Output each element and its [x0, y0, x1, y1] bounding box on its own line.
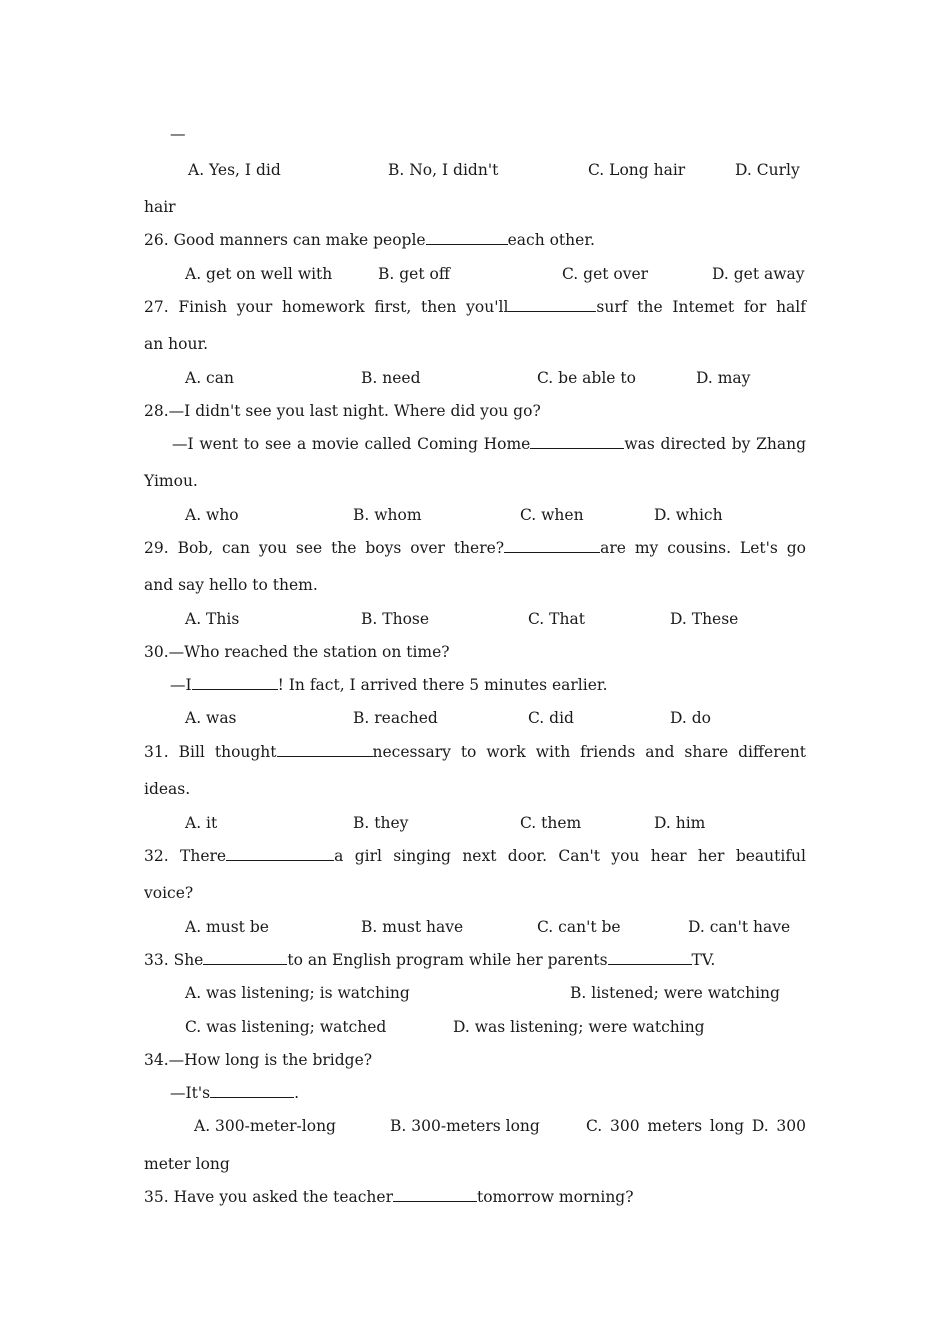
question-text: 29. Bob, can you see the boys over there?: [144, 539, 505, 557]
option-continuation: hair: [144, 198, 176, 216]
question-text: surf the Intemet for half: [596, 298, 806, 316]
option-c: C. can't be: [537, 918, 621, 936]
option-d: D. do: [670, 709, 711, 727]
answer-blank: [426, 230, 508, 245]
question-continuation: and say hello to them.: [144, 576, 318, 594]
question-text: TV.: [691, 951, 716, 969]
answer-blank: [504, 538, 600, 553]
question-continuation: voice?: [144, 884, 194, 902]
question-text: 27. Finish your homework first, then you'll: [144, 298, 509, 316]
answer-blank: [192, 675, 278, 690]
option-b: B. whom: [353, 506, 422, 524]
option-d: D. was listening; were watching: [453, 1018, 705, 1036]
question-26: [144, 230, 806, 250]
option-a: A. This: [185, 610, 240, 628]
option-c: C. be able to: [537, 369, 636, 387]
option-b: B. need: [361, 369, 421, 387]
answer-blank: [530, 434, 624, 449]
option-d: D. may: [696, 369, 751, 387]
answer-blank: [226, 846, 334, 861]
question-text: was directed by Zhang: [624, 435, 806, 453]
answer-blank: [508, 297, 596, 312]
question-text: 32. There: [144, 847, 227, 865]
question-continuation: Yimou.: [144, 472, 198, 490]
option-b: B. reached: [353, 709, 438, 727]
option-continuation: meter long: [144, 1155, 230, 1173]
question-continuation: an hour.: [144, 335, 209, 353]
option-c: C. Long hair: [588, 161, 686, 179]
question-text: to an English program while her parents: [287, 951, 608, 969]
option-a: A. must be: [185, 918, 269, 936]
answer-dash: —: [170, 125, 186, 143]
question-text: ! In fact, I arrived there 5 minutes earlier.: [277, 676, 608, 694]
option-c: C. 300 meters long D. 300: [586, 1117, 806, 1135]
question-35: [144, 1187, 806, 1207]
option-d: D. Curly: [735, 161, 800, 179]
question-continuation: ideas.: [144, 780, 191, 798]
option-b: B. they: [353, 814, 409, 832]
option-d: D. get away: [712, 265, 805, 283]
option-d: D. These: [670, 610, 739, 628]
question-28: 28.—I didn't see you last night. Where did you go?: [144, 402, 541, 420]
question-text: necessary to work with friends and share different: [372, 743, 806, 761]
question-33: [144, 950, 806, 970]
question-27: [144, 297, 806, 317]
question-text: .: [294, 1084, 300, 1102]
option-a: A. was listening; is watching: [185, 984, 410, 1002]
question-30-response: [170, 675, 806, 695]
option-d: D. can't have: [688, 918, 791, 936]
option-b: B. must have: [361, 918, 464, 936]
option-b: B. get off: [378, 265, 450, 283]
option-c: C. them: [520, 814, 582, 832]
option-c: C. when: [520, 506, 584, 524]
option-a: A. it: [185, 814, 218, 832]
question-text: —I went to see a movie called Coming Home: [172, 435, 531, 453]
question-text: —I: [170, 676, 192, 694]
option-c: C. get over: [562, 265, 649, 283]
option-c: C. That: [528, 610, 585, 628]
question-28-response: [172, 434, 806, 454]
question-text: a girl singing next door. Can't you hear her beautiful: [334, 847, 806, 865]
option-a: A. can: [185, 369, 234, 387]
option-a: A. get on well with: [185, 265, 333, 283]
question-text: tomorrow morning?: [477, 1188, 634, 1206]
answer-blank: [393, 1187, 477, 1202]
option-b: B. listened; were watching: [570, 984, 780, 1002]
question-31: [144, 742, 806, 762]
option-a: A. 300-meter-long: [194, 1117, 336, 1135]
answer-blank: [608, 950, 692, 965]
option-d: D. which: [654, 506, 723, 524]
option-c: C. did: [528, 709, 574, 727]
answer-blank: [203, 950, 287, 965]
option-b: B. Those: [361, 610, 430, 628]
question-text: —It's: [170, 1084, 211, 1102]
question-text: 26. Good manners can make people: [144, 231, 426, 249]
option-a: A. was: [185, 709, 237, 727]
question-34: 34.—How long is the bridge?: [144, 1051, 373, 1069]
question-text: 35. Have you asked the teacher: [144, 1188, 393, 1206]
question-34-response: [170, 1083, 806, 1103]
question-text: 31. Bill thought: [144, 743, 277, 761]
question-29: [144, 538, 806, 558]
option-b: B. No, I didn't: [388, 161, 499, 179]
question-30: 30.—Who reached the station on time?: [144, 643, 450, 661]
option-a: A. Yes, I did: [188, 161, 281, 179]
question-32: [144, 846, 806, 866]
question-text: are my cousins. Let's go: [600, 539, 806, 557]
option-c: C. was listening; watched: [185, 1018, 387, 1036]
answer-blank: [210, 1083, 294, 1098]
question-text: each other.: [507, 231, 595, 249]
answer-blank: [277, 742, 373, 757]
question-text: 33. She: [144, 951, 204, 969]
option-d: D. him: [654, 814, 706, 832]
option-a: A. who: [185, 506, 239, 524]
option-b: B. 300-meters long: [390, 1117, 540, 1135]
